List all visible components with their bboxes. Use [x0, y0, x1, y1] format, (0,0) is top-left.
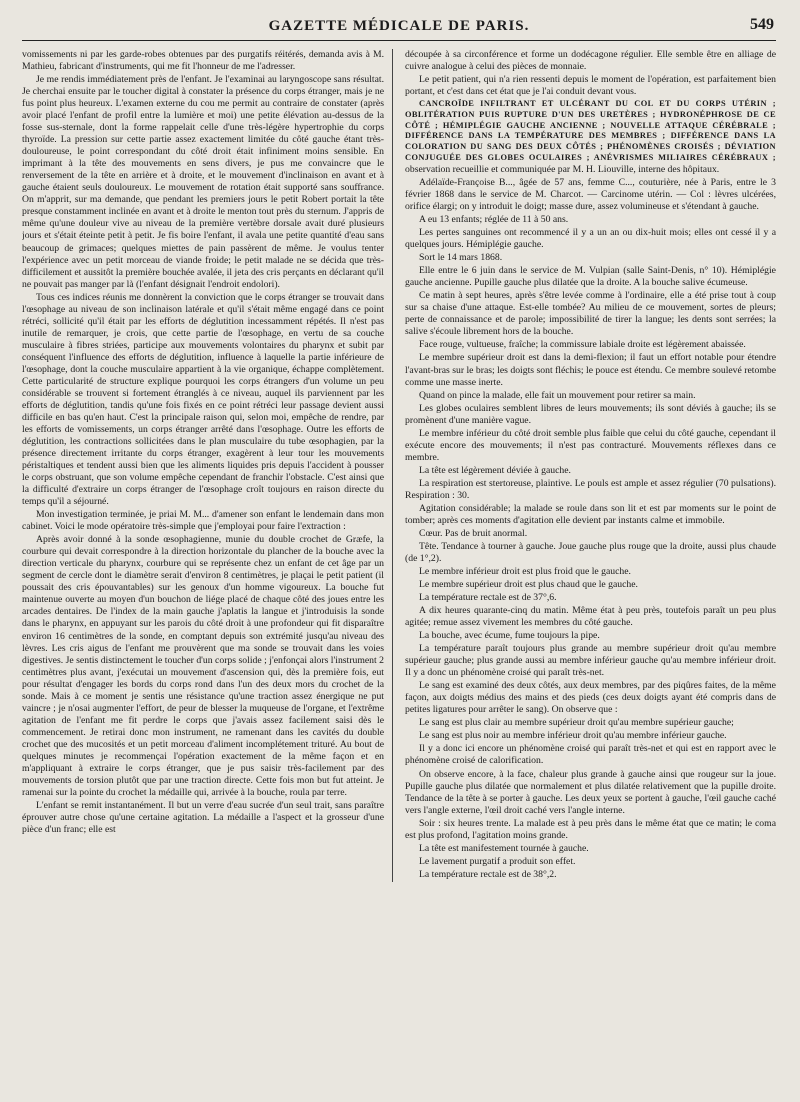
paragraph: Après avoir donné à la sonde œsophagienne, munie du double crochet de Græfe, la courbure qui devait correspondre à la direction horizontale du plancher de la bouche avec la direction verticale du pharynx, courbure qui se représente chez un enfant de cet âge par un segment de cercle dont le diamètre serait d'environ 8 centimètres, je plaçai le petit patient (il poussait des cris épouvantables) sur les genoux d'un homme vigoureux. La bouche fut maintenue ouverte au moyen d'un bouchon de liége placé de chaque côté des joues entre les arcades dentaires. De l'index de la main gauche j'aplatis la langue et j'introduisis la sonde dans le pharynx, en appuyant sur les parois du côté droit à une profondeur qui fit disparaître environ 16 centimètres de la sonde, en comptant depuis son extrémité jusqu'au niveau des lèvres. Les cris aigus de l'enfant me prouvèrent que ma sonde se trouvait dans les voies digestives. Je sentis distinctement le toucher d'un corps solide ; j'enfonçai alors l'instrument 2 centimètres plus avant, j'exécutai un mouvement d'ascension qui, dès la première fois, eut pour résultat d'engager les bords du corps rond dans l'un des deux mors du crochet de la sonde. Mais à ce moment je sentis une résistance qu'une traction assez énergique ne put vaincre ; je n'osai augmenter l'effort, de peur de blesser la muqueuse de l'organe, et l'extrême agitation de l'enfant me fit perdre le corps que j'avais assez facilement saisi dès le commencement. Je retirai donc mon instrument, ne ramenant dans les cavités du double crochet que des mucosités et un petit morceau d'aliment incomplétement trituré. Au bout de quelques minutes je recommençai l'opération exactement de la même façon et en m'appliquant à extraire le corps étranger, que je pus saisir très-facilement par des mouvements de torsion plutôt que par une traction directe. Cette fois mon but fut atteint. Je ramenai sur la pointe du crochet la médaille qui, arrivée à la bouche, roula par terre. — [22, 534, 384, 798]
paragraph: Le sang est plus clair au membre supérieur droit qu'au membre supérieur gauche; — [419, 717, 734, 729]
paragraph: Tête. Tendance à tourner à gauche. Joue gauche plus rouge que la droite, aussi plus chaude (de 1°,2). — [405, 540, 776, 564]
paragraph: Adélaïde-Françoise B..., âgée de 57 ans, femme C..., couturière, née à Paris, entre le 3 février 1868 dans le service de M. Charcot. — Carcinome utérin. — Col : lèvres ulcérées, orifice élargi; on y introduit le doigt; masse dure, assez volumineuse et s'étendant à gauche. — [405, 177, 776, 213]
paragraph: Les pertes sanguines ont recommencé il y a un an ou dix-huit mois; elles ont cessé il y a quelques jours. Hémiplégie gauche. — [405, 227, 776, 251]
case-title: CANCROÏDE INFILTRANT ET ULCÉRANT DU COL ET DU CORPS UTÉRIN ; OBLITÉRATION PUIS RUPTURE D'UN DES URETÈRES ; HYDRONÉPHROSE DE CE CÔTÉ ; HÉMIPLÉGIE GAUCHE ANCIENNE ; NOUVELLE ATTAQUE CÉRÉBRALE ; DIFFÉRENCE DANS LA TEMPÉRATURE DES MEMBRES ; DIFFÉRENCE DANS LA COLORATION DU SANG DES DEUX CÔTÉS ; PHÉNOMÈNES CROISÉS ; DÉVIATION CONJUGUÉE DES GLOBES OCULAIRES ; ANÉVRISMES MILIAIRES CÉRÉBRAUX ; — [405, 99, 776, 162]
left-column — [22, 49, 393, 882]
paragraph: Le sang est plus noir au membre inférieur droit qu'au membre inférieur gauche. — [419, 730, 727, 742]
paragraph: vomissements ni par les garde-robes obtenues par des purgatifs réitérés, demanda avis à M. Mathieu, fabricant d'instruments, qui me fit l'honneur de me l'adresser. — [22, 49, 384, 73]
paragraph: L'enfant se remit instantanément. Il but un verre d'eau sucrée d'un seul trait, sans paraître éprouver autre chose qu'une certaine agitation. La médaille a l'aspect et la grosseur d'une pièce d'un franc; elle est — [22, 799, 384, 835]
page-number: 549 — [750, 16, 774, 33]
right-column — [405, 49, 776, 882]
paragraph: Mon investigation terminée, je priai M. M... d'amener son enfant le lendemain dans mon cabinet. Voici le mode opératoire très-simple que j'employai pour faire l'extraction : — [22, 509, 384, 533]
paragraph: Le lavement purgatif a produit son effet. — [419, 855, 576, 867]
paragraph: Face rouge, vultueuse, fraîche; la commissure labiale droite est légèrement abaissée. — [419, 339, 746, 351]
paragraph: Tous ces indices réunis me donnèrent la conviction que le corps étranger se trouvait dans l'œsophage au niveau de son inclinaison latérale et qu'il s'était même engagé dans ce point rétréci, sollicité qu'il était par les efforts de déglutition incessamment répétés. Il n'est pas inutile de remarquer, je crois, que cette partie de l'œsophage, en vertu de sa couche musculaire à fibres striées, participe aux mouvements volontaires du pharynx et subit par conséquent l'influence des efforts de déglutition, influence à laquelle la partie inférieure de l'œsophage, dont la couche musculaire appartient à la vie organique, échappe complètement. Cette particularité de structure explique pourquoi les corps étrangers d'un volume un peu considérable se trouvent si fortement étranglés à ce niveau, auquel ils parviennent par les efforts de déglutition, tandis qu'une fois fixés en ce point rétréci leur passage devient aussi difficile en bas qu'en haut. C'est la principale raison qui, selon moi, empêche de rendre, par les efforts de vomissements, un corps étranger arrêté dans l'œsophage. Outre les efforts de déglutition, les contractions sollicitées dans le plan musculaire du tube œsophagien, par la présence directement irritante du corps étranger, exagèrent à leur tour les mouvements péristaltiques et tendent aussi bien que les aliments liquides pris depuis l'accident à pousser le corps obstruant, que son volume empêche cependant de franchir l'obstacle. C'est ainsi que la difficulté d'extraire un corps étranger de l'œsophage croît toujours en raison directe du temps qu'il a séjourné. — [22, 291, 384, 508]
paragraph: La respiration est stertoreuse, plaintive. Le pouls est ample et assez régulier (70 pulsations). Respiration : 30. — [405, 477, 776, 501]
paragraph: Ce matin à sept heures, après s'être levée comme à l'ordinaire, elle a été prise tout à coup sur sa chaise d'une attaque. Est-elle tombée? Au milieu de ce mouvement, sortes de pleurs; perte de connaissance et de parole; impossibilité de tirer la langue; les dents sont serrées; la salive s'écoule librement hors de la bouche. — [405, 290, 776, 338]
paragraph: Le sang est examiné des deux côtés, aux deux membres, par des piqûres faites, de la même façon, aux doigts médius des mains et des pieds (ces deux doigts ayant été compris dans de petites ligatures pour arrêter le sang). On observe que : — [405, 680, 776, 716]
paragraph: Quand on pince la malade, elle fait un mouvement pour retirer sa main. — [419, 389, 696, 401]
paragraph: La tête est légèrement déviée à gauche. — [419, 464, 571, 476]
paragraph: A eu 13 enfants; réglée de 11 à 50 ans. — [419, 214, 569, 226]
paragraph: Le petit patient, qui n'a rien ressenti depuis le moment de l'opération, est parfaitement bien portant, et c'est dans cet état que je l'ai conduit devant vous. — [405, 74, 776, 98]
paragraph: Il y a donc ici encore un phénomène croisé qui paraît très-net et qui est en rapport avec le phénomène croisé de calorification. — [405, 743, 776, 767]
case-attribution: observation recueillie et communiquée par M. H. Liouville, interne des hôpitaux. — [405, 163, 720, 175]
paragraph: Les globes oculaires semblent libres de leurs mouvements; ils sont déviés à gauche; ils se promènent d'une manière vague. — [405, 402, 776, 426]
page-header — [22, 16, 776, 41]
paragraph: La température paraît toujours plus grande au membre supérieur droit qu'au membre supérieur gauche; plus grande aussi au membre inférieur gauche qu'au membre inférieur droit. Il y a donc un phénomène croisé qui paraît très-net. — [405, 643, 776, 679]
paragraph: La température rectale est de 37°,6. — [419, 592, 557, 604]
paragraph: Cœur. Pas de bruit anormal. — [419, 527, 528, 539]
paragraph: Elle entre le 6 juin dans le service de M. Vulpian (salle Saint-Denis, n° 10). Hémiplégie gauche ancienne. Pupille gauche plus dilatée que la droite. A la bouche salive écumeuse. — [405, 265, 776, 289]
paragraph: Le membre inférieur du côté droit semble plus faible que celui du côté gauche, cependant il exécute encore des mouvements; il n'est pas contracturé. Mouvements réflexes dans ce membre. — [405, 427, 776, 463]
paragraph: Le membre supérieur droit est plus chaud que le gauche. — [419, 579, 638, 591]
article-columns — [22, 49, 776, 882]
paragraph: La température rectale est de 38°,2. — [419, 868, 557, 880]
paragraph: Je me rendis immédiatement près de l'enfant. Je l'examinai au laryngoscope sans résultat. Je cherchai ensuite par le toucher digital à constater la présence du corps étranger, mais je ne fus point plus heureux. L'examen externe du cou me permit au contraire de constater (après avoir placé l'enfant de profil entre la lumière et moi) une petite élévation au-dessus de la fosse sus-sternale, dont la forme rappelait celle d'une très-légère hypertrophie du corps thyroïde. La pression sur cette partie assez exactement limitée du côté gauche étant très-douloureuse, le point correspondant du côté droit était infiniment moins sensible. En imprimant à la tête des mouvements en sens divers, je pus me convaincre que le renversement de la tête en arrière et à droite, et le mouvement d'inclinaison en avant et à gauche étaient seuls douloureux. Le mouvement de rotation était supporté sans souffrance. On m'apprit, sur ma demande, que pendant les premiers jours le petit Robert portait la tête presque constamment inclinée en avant et à droite le menton tout près du sternum. J'appris de même qu'une douleur vive au niveau de la première vertèbre dorsale avait duré plusieurs jours et s'était éteinte petit à petit. Je fis boire l'enfant, il avala une petite quantité d'eau sans beaucoup de grimaces; quelques miettes de pain passèrent de même. Je voulus tenter l'expérience avec un petit morceau de viande froide; le petit malade ne se décida que très-difficilement et aussitôt la première bouchée avalée, il jeta des cris perçants en déclarant qu'il ne pouvait pas manger par là (l'enfant désignait l'endroit endolori). — [22, 74, 384, 290]
paragraph: La bouche, avec écume, fume toujours la pipe. — [419, 630, 600, 642]
paragraph: Le membre supérieur droit est dans la demi-flexion; il faut un effort notable pour étendre l'avant-bras sur le bras; les doigts sont fléchis; le pouce est étendu. Ce membre soulevé retombe comme une masse inerte. — [405, 352, 776, 388]
paragraph: A dix heures quarante-cinq du matin. Même état à peu près, toutefois paraît un peu plus agitée; remue assez vivement les membres du côté gauche. — [405, 605, 776, 629]
paragraph: La tête est manifestement tournée à gauche. — [419, 842, 589, 854]
paragraph: découpée à sa circonférence et forme un dodécagone régulier. Elle semble être en alliage de cuivre analogue à celui des pièces de monnaie. — [405, 49, 776, 73]
paragraph: Agitation considérable; la malade se roule dans son lit et est par moments sur le point de tomber; après ces moments d'agitation elle devient par instants calme et immobile. — [405, 502, 776, 526]
paragraph: Sort le 14 mars 1868. — [419, 252, 503, 264]
paragraph: On observe encore, à la face, chaleur plus grande à gauche ainsi que rougeur sur la joue. Pupille gauche plus dilatée que normalement et plus dilatée relativement que la pupille droite. Tendance de la tête à se porter à gauche. Les deux yeux se portent à gauche, l'œil gauche caché vers l'angle externe, l'œil droit caché vers l'angle interne. — [405, 768, 776, 816]
paragraph: Soir : six heures trente. La malade est à peu près dans le même état que ce matin; le coma est plus profond, l'agitation moins grande. — [405, 817, 776, 841]
paragraph: Le membre inférieur droit est plus froid que le gauche. — [419, 566, 631, 577]
journal-title: GAZETTE MÉDICALE DE PARIS. — [268, 18, 530, 34]
case-heading — [405, 99, 776, 176]
